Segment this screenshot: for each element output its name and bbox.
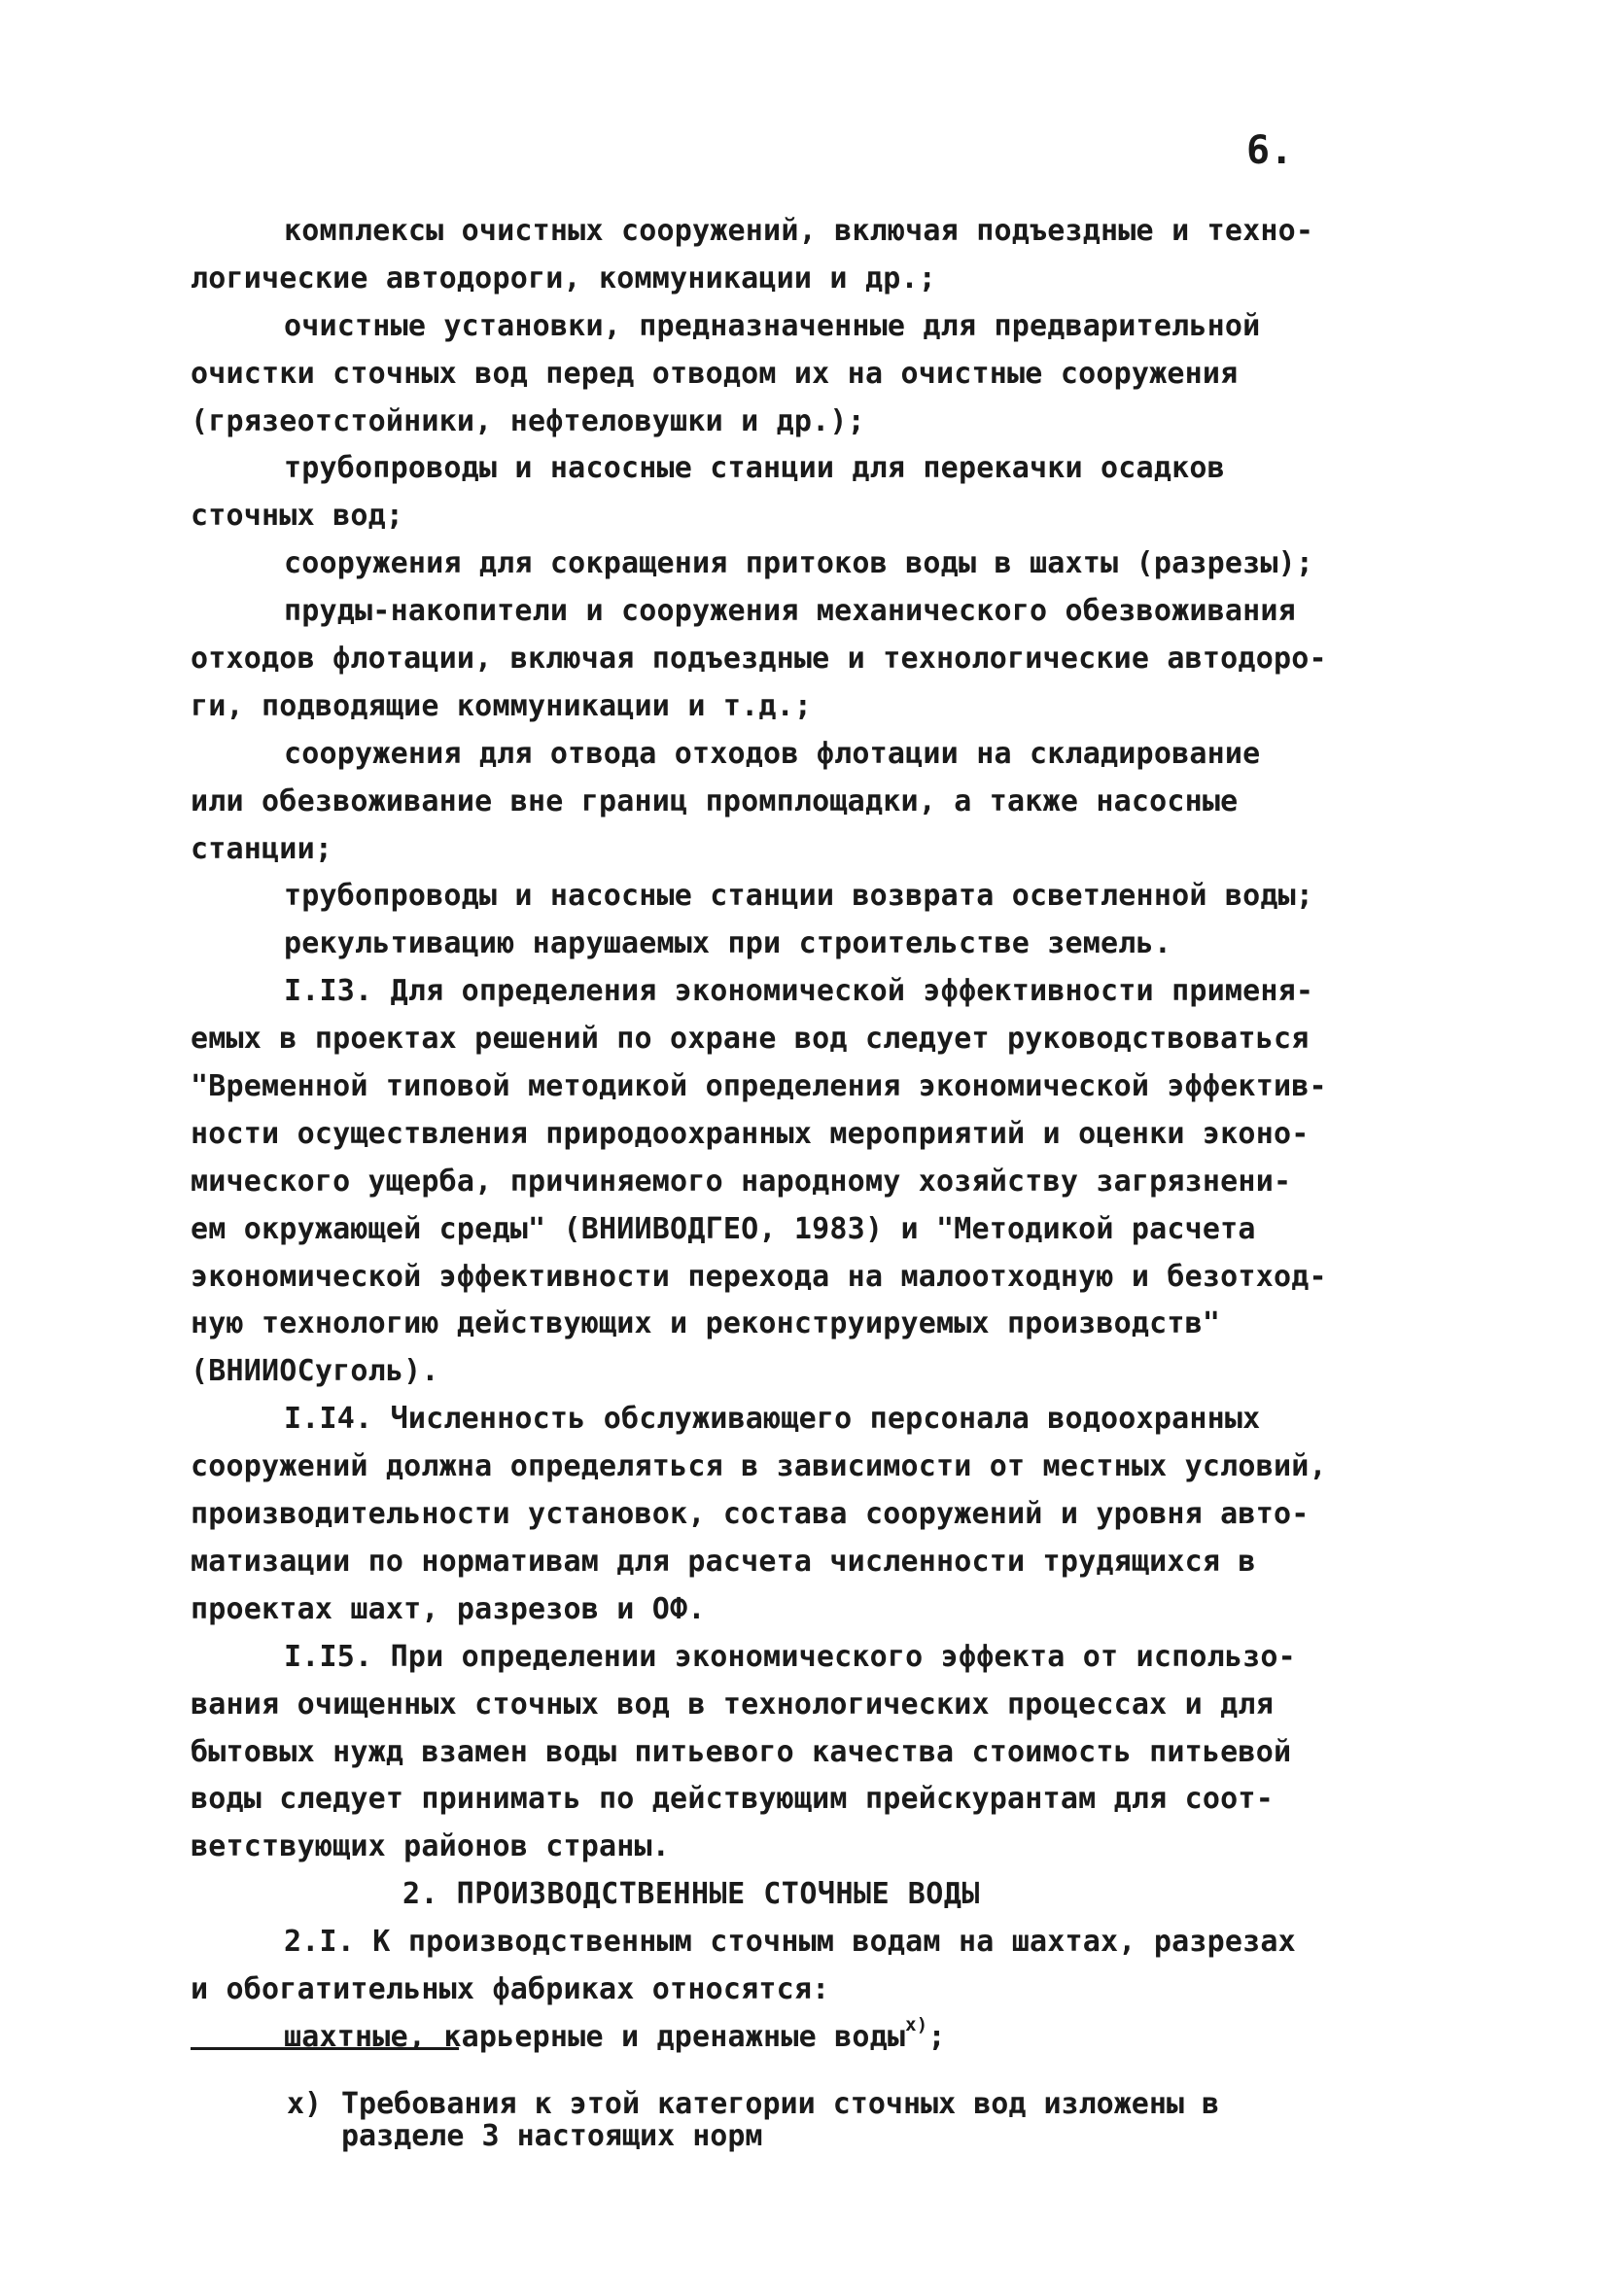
text-line: производительности установок, состава сооружений и уровня авто- <box>191 1497 1310 1532</box>
text-line: сточных вод; <box>191 499 404 534</box>
text-line: бытовых нужд взамен воды питьевого качества стоимость питьевой <box>191 1734 1292 1769</box>
text-line: комплексы очистных сооружений, включая подъездные и техно- <box>284 214 1314 248</box>
page-number: 6. <box>1246 128 1294 173</box>
text-line: (ВНИИОСуголь). <box>191 1354 439 1389</box>
text-line: рекультивацию нарушаемых при строительстве земель. <box>284 926 1172 961</box>
text-line: емых в проектах решений по охране вод следует руководствоваться <box>191 1022 1310 1057</box>
text-line: I.I3. Для определения экономической эффективности применя- <box>284 974 1314 1009</box>
text-line: и обогатительных фабриках относятся: <box>191 1971 830 2006</box>
text-line: станции; <box>191 831 333 866</box>
footnote-marker: x) <box>287 2087 323 2121</box>
last-line-text: шахтные, карьерные и дренажные воды <box>284 2019 906 2054</box>
footnote-divider <box>191 2047 459 2050</box>
text-line: очистки сточных вод перед отводом их на очистные сооружения <box>191 356 1239 391</box>
text-line: ную технологию действующих и реконструируемых производств" <box>191 1306 1221 1341</box>
text-line: (грязеотстойники, нефтеловушки и др.); <box>191 403 865 438</box>
text-line: сооружений должна определяться в зависимости от местных условий, <box>191 1449 1327 1484</box>
last-line-tail: ; <box>927 2019 946 2054</box>
text-line: или обезвоживание вне границ промплощадки, а также насосные <box>191 783 1239 818</box>
text-line: трубопроводы и насосные станции возврата осветленной воды; <box>284 879 1314 914</box>
text-line-last <box>191 2014 1406 2062</box>
text-line: I.I4. Численность обслуживающего персонала водоохранных <box>284 1402 1261 1437</box>
text-line: ветствующих районов страны. <box>191 1829 671 1864</box>
text-line: матизации по нормативам для расчета численности трудящихся в <box>191 1544 1256 1579</box>
text-line: проектах шахт, разрезов и ОФ. <box>191 1591 706 1626</box>
text-line: экономической эффективности перехода на малоотходную и безотход- <box>191 1259 1327 1294</box>
text-line: ги, подводящие коммуникации и т.д.; <box>191 688 813 723</box>
text-line: пруды-накопители и сооружения механического обезвоживания <box>284 594 1296 629</box>
text-line: I.I5. При определении экономического эффекта от использо- <box>284 1639 1296 1674</box>
text-line: ем окружающей среды" (ВНИИВОДГЕО, 1983) и "Методикой расчета <box>191 1211 1256 1246</box>
text-line: "Временной типовой методикой определения экономической эффектив- <box>191 1069 1327 1104</box>
text-line: ности осуществления природоохранных мероприятий и оценки эконо- <box>191 1116 1310 1151</box>
text-line: вания очищенных сточных вод в технологических процессах и для <box>191 1687 1274 1722</box>
footnote-line-1: Требования к этой категории сточных вод изложены в <box>341 2087 1220 2121</box>
text-line: мического ущерба, причиняемого народному хозяйству загрязнени- <box>191 1164 1292 1199</box>
text-line: воды следует принимать по действующим прейскурантам для соот- <box>191 1782 1274 1817</box>
footnote-reference: x) <box>905 2013 928 2035</box>
text-line: 2.I. К производственным сточным водам на шахтах, разрезах <box>284 1925 1296 1960</box>
text-line: логические автодороги, коммуникации и др.; <box>191 261 936 296</box>
text-line: сооружения для отвода отходов флотации на складирование <box>284 736 1261 771</box>
text-line: очистные установки, предназначенные для предварительной <box>284 308 1261 343</box>
text-line: сооружения для сокращения притоков воды в шахты (разрезы); <box>284 546 1314 581</box>
body-text <box>191 208 1406 2062</box>
section-heading: 2. ПРОИЗВОДСТВЕННЫЕ СТОЧНЫЕ ВОДЫ <box>402 1877 980 1912</box>
text-line: отходов флотации, включая подъездные и технологические автодоро- <box>191 642 1327 677</box>
footnote <box>287 2088 1356 2152</box>
text-line: трубопроводы и насосные станции для перекачки осадков <box>284 451 1225 486</box>
footnote-line-2: разделе 3 настоящих норм <box>341 2119 763 2153</box>
